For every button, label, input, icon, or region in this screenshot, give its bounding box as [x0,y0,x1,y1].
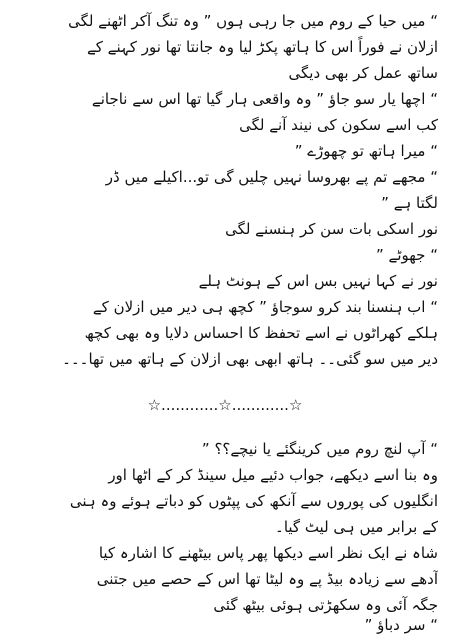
text-line: آدھے سے زیادہ بیڈ پے وہ لیٹا تھا اس کے حصے میں جتنی [96,570,438,588]
text-line: “ میں حیا کے روم میں جا رہی ہوں ” وہ تنگ آکر اٹھنے لگی [68,12,438,30]
text-line: نور نے کہا نہیں بس اس کے ہونٹ ہلے [198,272,438,290]
text-line: لگتا ہے ” [381,194,438,212]
text-line: نور اسکی بات سن کر ہنسنے لگی [225,220,438,238]
text-line: “ اچھا یار سو جاؤ ” وہ واقعی ہار گیا تھا اس سے ناجانے [91,90,438,108]
text-line: “ سر دباؤ ” [364,616,438,634]
text-line: کب اسے سکون کی نیند آنے لگی [239,116,438,134]
text-line: دیر میں سو گئی۔۔ ہاتھ ابھی بھی ازلان کے ہاتھ میں تھا۔۔۔ [62,350,438,368]
text-line: “ میرا ہاتھ تو چھوڑے ” [294,142,438,160]
text-line: “ اب ہنسنا بند کرو سوجاؤ ” کچھ ہی دیر میں ازلان کے [92,298,438,316]
text-line: ہلکے کھراٹوں نے اسے تحفظ کا احساس دلایا وہ بھی کچھ [84,324,438,342]
text-line: ازلان نے فوراً اس کا ہاتھ پکڑ لیا وہ جانتا تھا نور کہنے کے [86,38,438,56]
text-line: “ مجھے تم پے بھروسا نہیں چلیں گی تو...اکیلے میں ڈر [105,168,438,186]
section-separator: ☆............☆............☆ [147,396,303,414]
text-line: ساتھ عمل کر بھی دیگی [288,64,438,82]
text-line: کے برابر میں ہی لیٹ گیا۔ [275,518,438,536]
text-line: “ جھوٹے ” [376,246,438,264]
text-line: شاہ نے ایک نظر اسے دیکھا پھر پاس بیٹھنے کا اشارہ کیا [98,544,438,562]
text-line: انگلیوں کی پوروں سے آنکھ کی پپٹوں کو دباتے ہوئے وہ ہنی [69,492,438,510]
text-line: جگہ آئی وہ سکھڑتی ہوئی بیٹھ گئی [213,596,438,614]
text-line: وہ بنا اسے دیکھے، جواب دئیے میل سینڈ کر کے اٹھا اور [108,466,438,484]
text-line: “ آپ لنچ روم میں کرینگئے یا نیچے؟؟ ” [201,440,438,458]
